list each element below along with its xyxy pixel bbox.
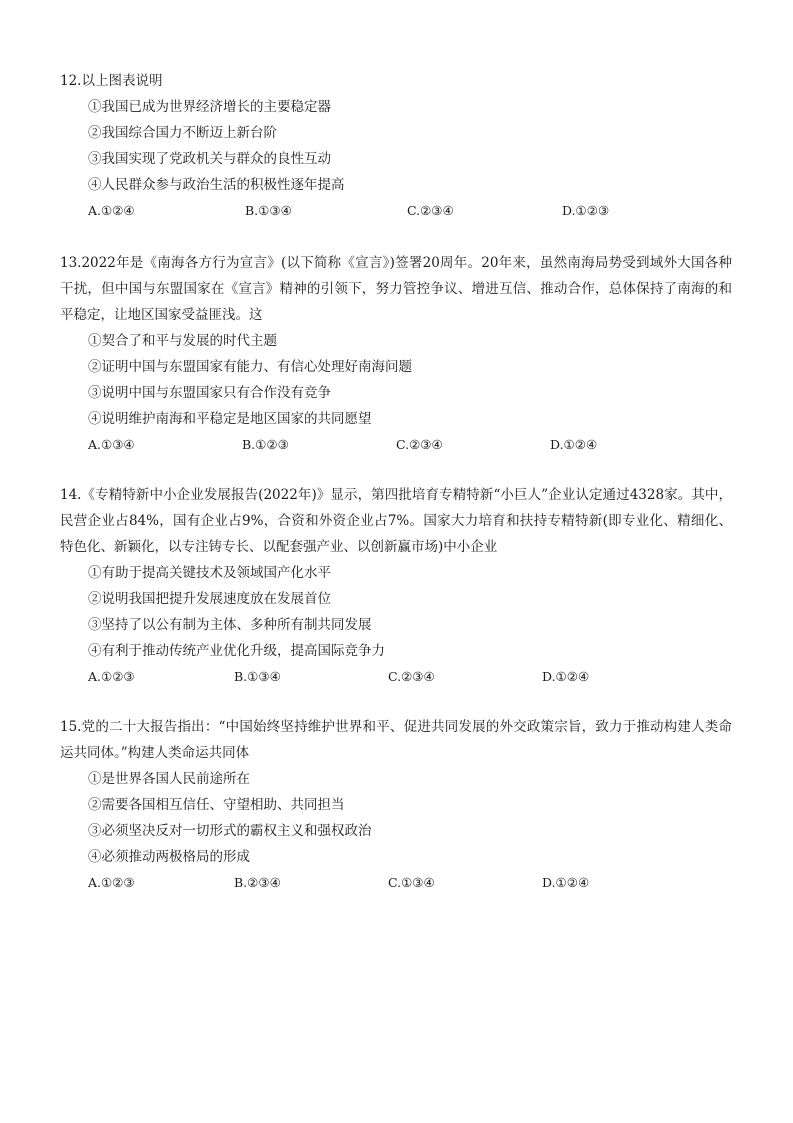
statement-option: ③必须坚决反对一切形式的霸权主义和强权政治 [88,823,372,839]
choice-c: C.②③④ [407,203,454,218]
choice-d: D.①②③ [562,203,610,218]
choice-b: B.①③④ [234,669,281,684]
question-stem: 15.党的二十大报告指出：“中国始终坚持维护世界和平、促进共同发展的外交政策宗旨，致力于推动构建人类命运共同体。”构建人类命运共同体 [60,719,732,761]
choice-c: C.②③④ [388,669,435,684]
question-stem: 12.以上图表说明 [60,73,163,89]
answer-choices [60,870,732,896]
question-14 [60,482,732,690]
statement-option: ②证明中国与东盟国家有能力、有信心处理好南海问题 [88,359,412,375]
statement-option: ①有助于提高关键技术及领域国产化水平 [88,565,331,581]
choice-a: A.①②③ [88,875,135,890]
choice-a: A.①②④ [88,203,135,218]
choice-c: C.②③④ [396,437,443,452]
choice-b: B.②③④ [234,875,281,890]
statement-option: ①契合了和平与发展的时代主题 [88,333,277,349]
statement-option: ④说明维护南海和平稳定是地区国家的共同愿望 [88,411,372,427]
answer-choices [60,432,732,458]
answer-choices [60,198,732,224]
question-stem: 14.《专精特新中小企业发展报告(2022年)》显示，第四批培育专精特新“小巨人”企业认定通过4328家。其中，民营企业占84%，国有企业占9%，合资和外资企业占7%。国家大力培育和扶持专精特新(即专业化、精细化、特色化、新颖化，以专注铸专长、以配套强产业、以创新赢市场)中小企业 [60,487,732,555]
choice-a: A.①③④ [88,437,135,452]
statement-option: ④有利于推动传统产业优化升级，提高国际竞争力 [88,643,385,659]
question-15 [60,714,732,896]
statement-option: ①我国已成为世界经济增长的主要稳定器 [88,99,331,115]
statement-option: ②需要各国相互信任、守望相助、共同担当 [88,797,345,813]
statement-option: ③我国实现了党政机关与群众的良性互动 [88,151,331,167]
answer-choices [60,664,732,690]
statement-option: ④必须推动两极格局的形成 [88,849,250,865]
question-stem: 13.2022年是《南海各方行为宣言》(以下简称《宣言》)签署20周年。20年来，虽然南海局势受到域外大国各种干扰，但中国与东盟国家在《宣言》精神的引领下，努力管控争议、增进互信、推动合作，总体保持了南海的和平稳定，让地区国家受益匪浅。这 [60,255,732,323]
choice-d: D.①②④ [542,875,590,890]
choice-b: B.①③④ [245,203,292,218]
question-13 [60,250,732,458]
choice-d: D.①②④ [542,669,590,684]
statement-option: ②说明我国把提升发展速度放在发展首位 [88,591,331,607]
statement-option: ①是世界各国人民前途所在 [88,771,250,787]
choice-a: A.①②③ [88,669,135,684]
choice-b: B.①②③ [242,437,289,452]
statement-option: ③说明中国与东盟国家只有合作没有竞争 [88,385,331,401]
question-12 [60,68,732,224]
statement-option: ②我国综合国力不断迈上新台阶 [88,125,277,141]
choice-c: C.①③④ [388,875,435,890]
statement-option: ④人民群众参与政治生活的积极性逐年提高 [88,177,345,193]
statement-option: ③坚持了以公有制为主体、多种所有制共同发展 [88,617,372,633]
choice-d: D.①②④ [550,437,598,452]
